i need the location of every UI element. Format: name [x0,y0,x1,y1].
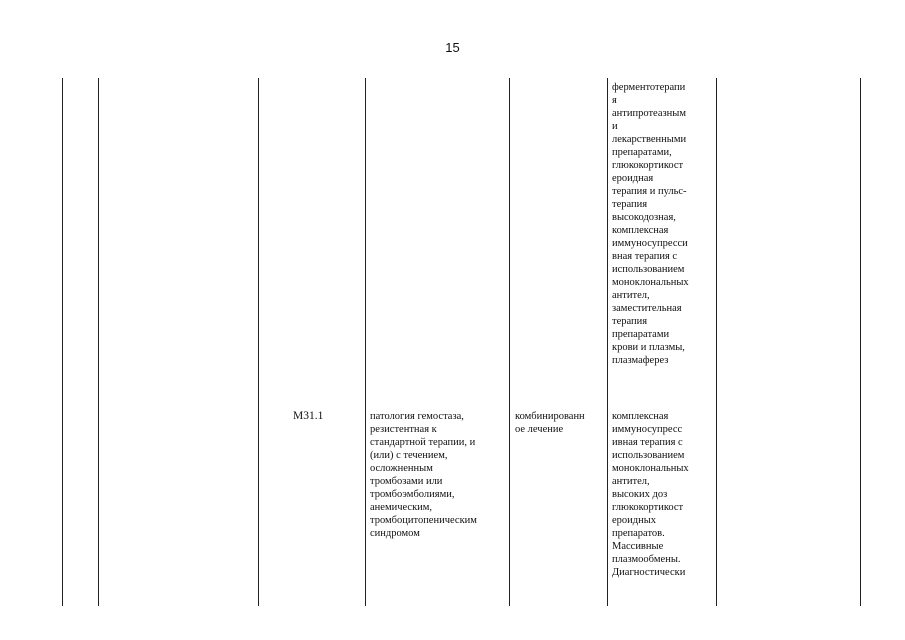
column-divider-5 [716,78,717,606]
column-divider-4 [607,78,608,606]
column-divider-3 [509,78,510,606]
page-number: 15 [445,40,460,55]
treatment-method-cell-bottom: комплексная иммуносупресс ивная терапия с использованием моноклональных антител, высоких доз глюкокортикост ероидных препаратов. Массивные плазмообмены. Диагностически [612,411,689,578]
column-divider-1 [258,78,259,606]
column-divider-2 [365,78,366,606]
table-border-left-inner [98,78,99,606]
table-border-left-outer [62,78,63,606]
treatment-type-cell: комбинированн ое лечение [515,411,585,435]
table-border-right [860,78,861,606]
treatment-method-cell-top: ферментотерапи я антипротеазным и лекарственными препаратами, глюкокортикост ероидная терапия и пульс- терапия высокодозная, комплексная иммуносупресси вная терапия с использованием моноклональных антител, заместительная терапия препаратами крови и плазмы, плазмаферез [612,82,689,366]
diagnosis-code-cell: M31.1 [293,410,324,422]
disease-model-cell: патология гемостаза, резистентная к стандартной терапии, и (или) с течением, осложненным тромбозами или тромбоэмболиями, анемическим, тромбоцитопеническим синдромом [370,411,477,539]
